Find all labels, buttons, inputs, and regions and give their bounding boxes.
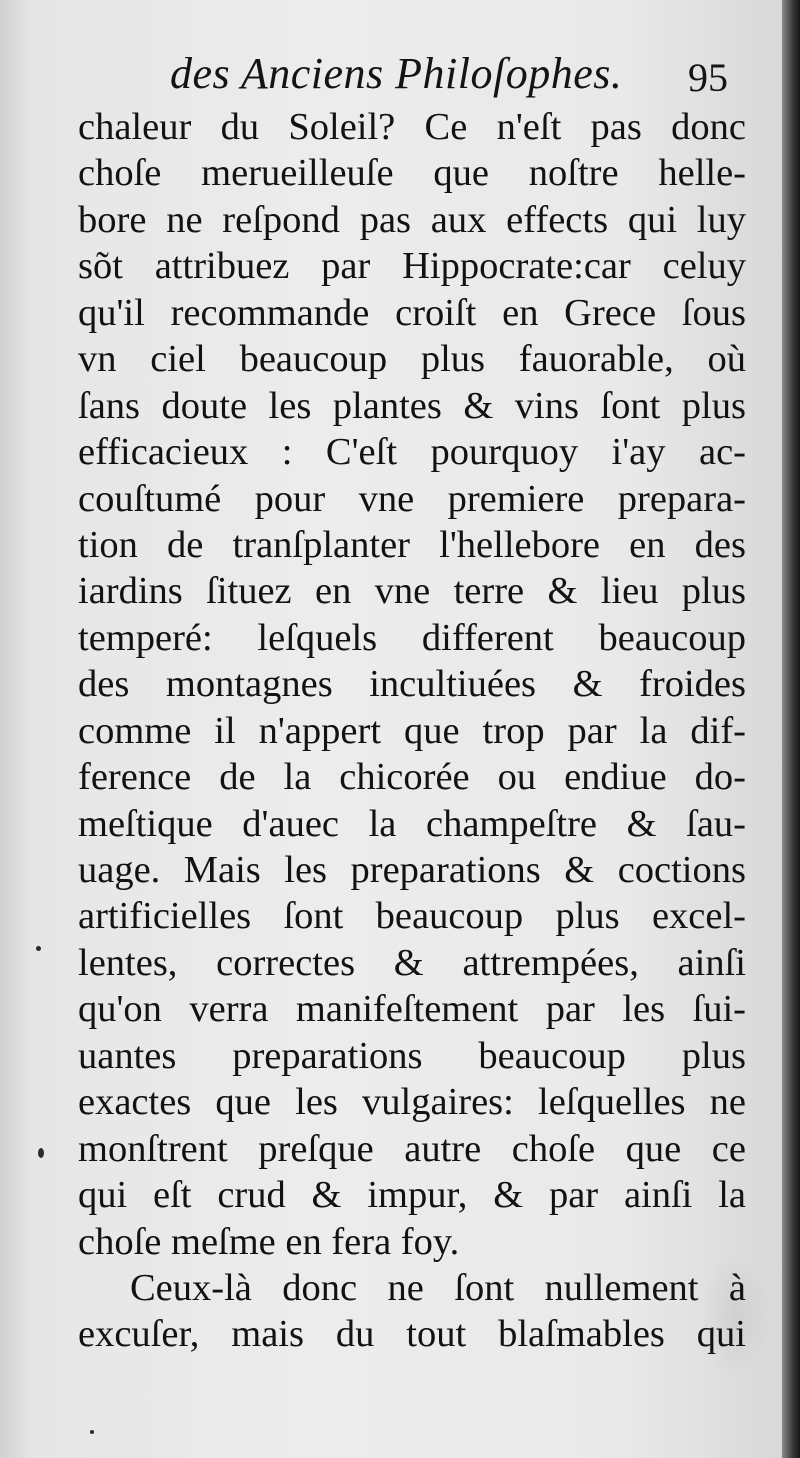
text-line-paragraph-start: Ceux-là donc ne ſont nullement à	[130, 1266, 746, 1309]
text-line: couſtumé pour vne premiere prepara-	[78, 477, 746, 520]
text-line: tion de tranſplanter l'hellebore en des	[78, 523, 746, 566]
ink-bleed-through	[700, 1250, 770, 1380]
ink-speck	[36, 946, 41, 951]
text-line: qu'il recommande croiſt en Grece ſous	[78, 291, 746, 334]
text-line: artificielles ſont beaucoup plus excel-	[78, 895, 746, 938]
text-line: comme il n'appert que trop par la dif-	[78, 709, 746, 752]
text-line: choſe merueilleuſe que noſtre helle-	[78, 152, 746, 195]
text-line: excuſer, mais du tout blaſmables qui	[78, 1313, 746, 1356]
text-line: uantes preparations beaucoup plus	[78, 1034, 746, 1077]
text-line: iardins ſituez en vne terre & lieu plus	[78, 570, 746, 613]
page-number: 95	[688, 55, 728, 100]
ink-speck	[38, 1148, 44, 1158]
text-line: meſtique d'auec la champeſtre & ſau-	[78, 802, 746, 845]
text-line: sõt attribuez par Hippocrate:car celuy	[78, 245, 746, 288]
text-line: qu'on verra manifeſtement par les ſui-	[78, 988, 746, 1031]
text-line: temperé: leſquels different beaucoup	[78, 616, 746, 659]
text-line: chaleur du Soleil? Ce n'eſt pas donc	[78, 106, 746, 148]
running-head	[0, 46, 770, 106]
ink-speck	[90, 1430, 94, 1434]
text-line: vn ciel beaucoup plus fauorable, où	[78, 338, 746, 381]
body-text	[78, 104, 746, 1358]
text-line: monſtrent preſque autre choſe que ce	[78, 1127, 746, 1170]
running-title: des Anciens Philoſophes.	[170, 49, 623, 98]
text-line: lentes, correctes & attrempées, ainſi	[78, 941, 746, 984]
text-line: ference de la chicorée ou endiue do-	[78, 756, 746, 799]
text-line: qui eſt crud & impur, & par ainſi la	[78, 1174, 746, 1217]
text-line-paragraph-end: choſe meſme en fera foy.	[78, 1220, 460, 1263]
text-line: exactes que les vulgaires: leſquelles ne	[78, 1081, 746, 1124]
text-line: uage. Mais les preparations & coctions	[78, 849, 746, 891]
text-line: ſans doute les plantes & vins ſont plus	[78, 384, 746, 427]
page-gutter-shadow	[782, 0, 800, 1458]
text-line: des montagnes incultiuées & froides	[78, 663, 746, 706]
text-line: bore ne reſpond pas aux effects qui luy	[78, 198, 746, 241]
text-line: efficacieux : C'eſt pourquoy i'ay ac-	[78, 431, 746, 474]
